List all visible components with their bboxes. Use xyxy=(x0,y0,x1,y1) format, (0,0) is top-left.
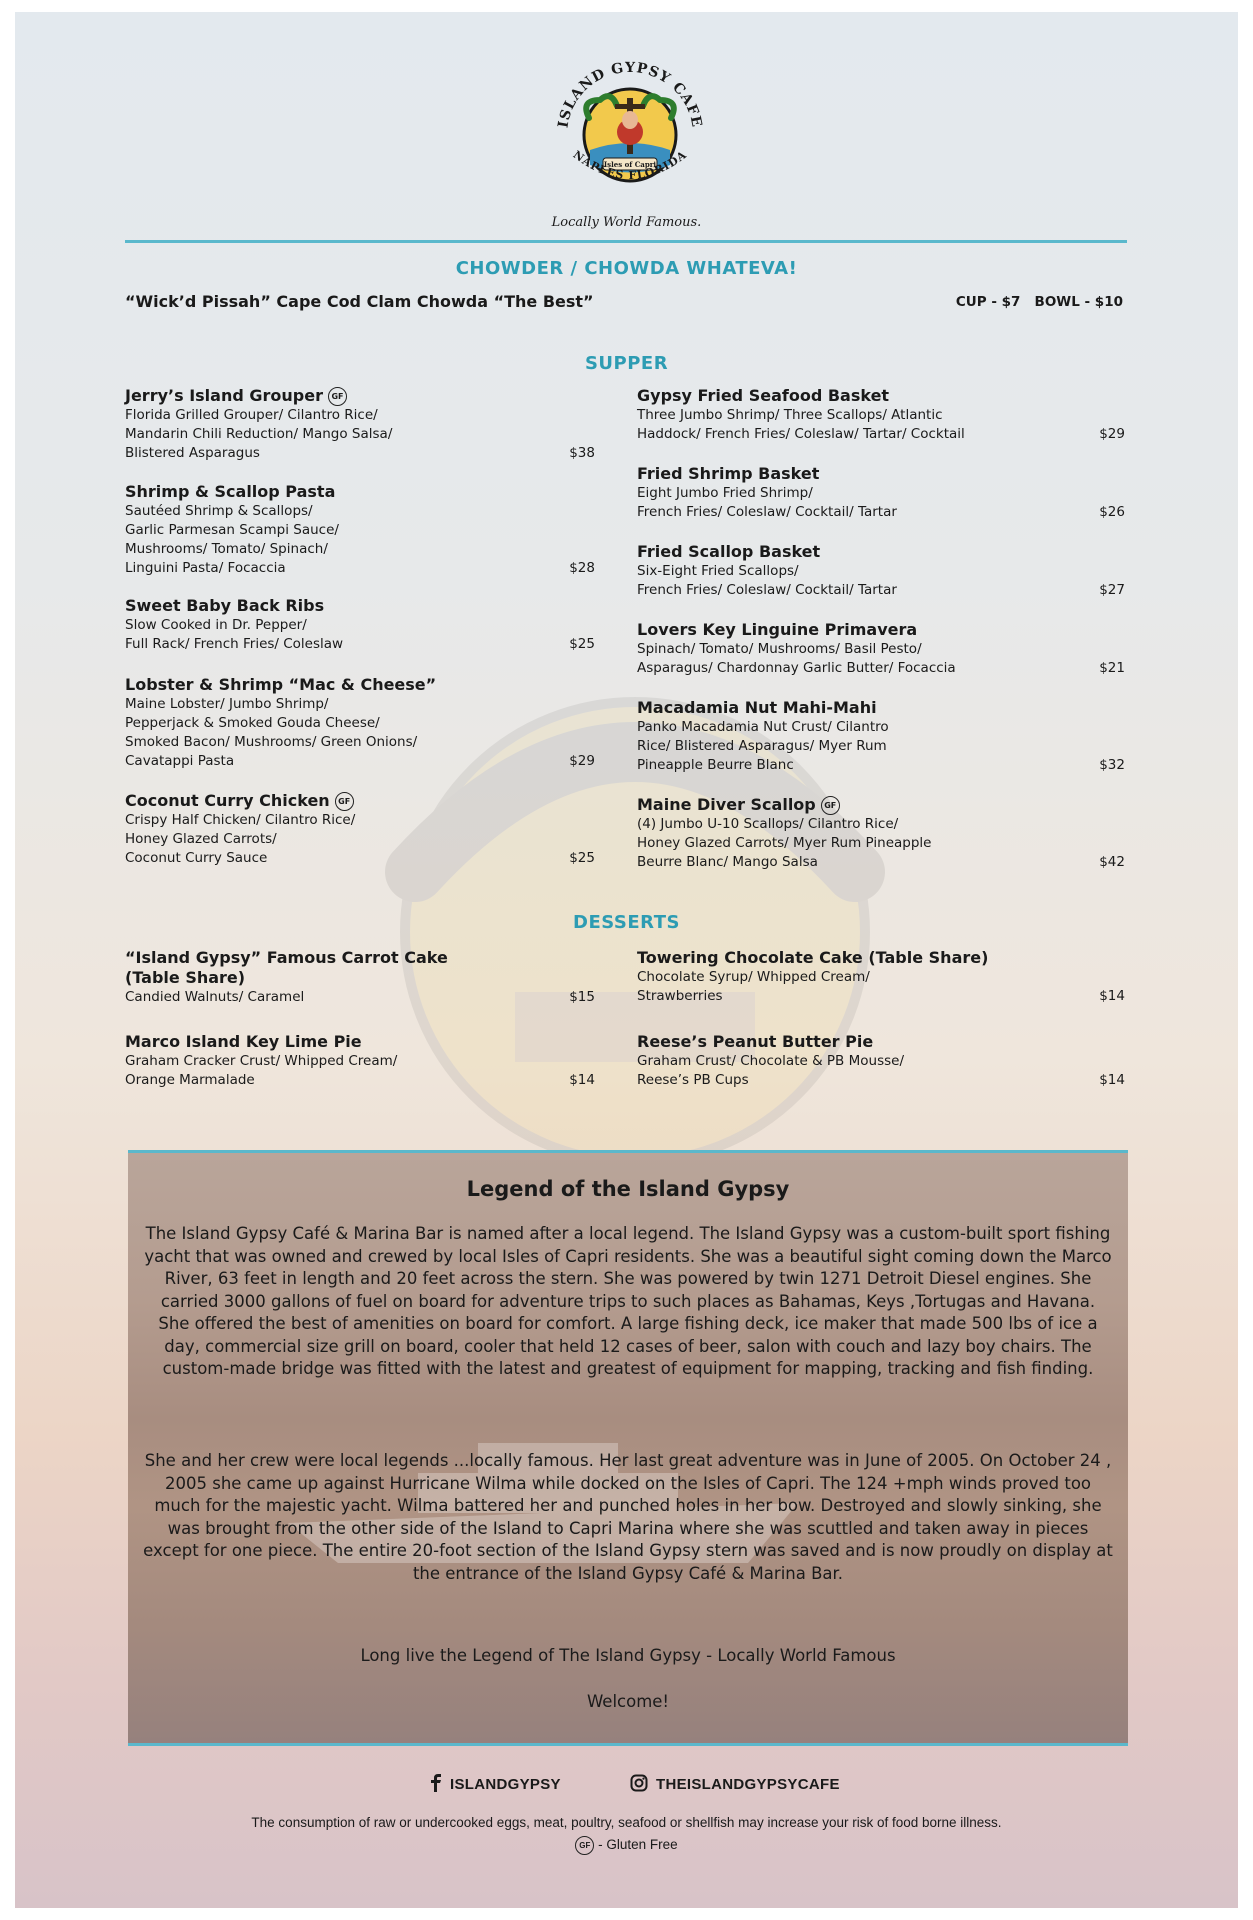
legend-paragraph-4: Welcome! xyxy=(586,1692,670,1711)
gluten-free-note xyxy=(15,1836,1238,1855)
svg-text:ISLAND GYPSY CAFE: ISLAND GYPSY CAFE xyxy=(555,59,705,130)
chowder-section-title: CHOWDER / CHOWDA WHATEVA! xyxy=(455,258,798,279)
legend-paragraph-3: Long live the Legend of The Island Gypsy - Locally World Famous xyxy=(360,1646,896,1665)
item-name: Lobster & Shrimp “Mac & Cheese” xyxy=(125,675,437,694)
item-price: $29 xyxy=(1099,426,1125,442)
desserts-section-title: DESSERTS xyxy=(573,912,680,933)
menu-item xyxy=(637,795,1125,872)
menu-item xyxy=(125,596,595,654)
menu-item xyxy=(637,542,1125,600)
item-desc: Panko Macadamia Nut Crust/ Cilantro xyxy=(637,719,889,735)
item-name: Fried Scallop Basket xyxy=(637,542,821,561)
item-name: Shrimp & Scallop Pasta xyxy=(125,482,336,501)
item-desc: Candied Walnuts/ Caramel xyxy=(125,989,305,1005)
menu-item xyxy=(125,1032,595,1090)
legend-paragraph-1: The Island Gypsy Café & Marina Bar is named after a local legend. The Island Gypsy was a custom-built sport fishing yacht that was owned and crewed by local Isles of Capri residents. She was a beautiful sight coming down the Marco River, 63 feet in length and 20 feet across the stern. She was powered by twin 1271 Detroit Diesel engines. She carried 3000 gallons of fuel on board for adventure trips to such places as Bahamas, Keys ,Tortugas and Havana. She offered the best of amenities on board for comfort. A large fishing deck, ice maker that made 500 lbs of ice a day, commercial size grill on board, cooler that held 12 cases of beer, salon with couch and lazy boy chairs. The custom-made bridge was fitted with the latest and greatest of equipment for mapping, tracking and fish finding. xyxy=(144,1224,1112,1378)
item-name: Sweet Baby Back Ribs xyxy=(125,596,325,615)
gluten-free-icon: GF xyxy=(335,792,354,811)
facebook-handle: ISLANDGYPSY xyxy=(450,1776,561,1793)
facebook-icon xyxy=(430,1774,442,1792)
island-gypsy-logo xyxy=(545,40,715,215)
item-desc: (4) Jumbo U-10 Scallops/ Cilantro Rice/ xyxy=(637,816,899,832)
menu-item xyxy=(125,675,595,771)
item-desc: Mushrooms/ Tomato/ Spinach/ xyxy=(125,541,328,557)
instagram-handle: THEISLANDGYPSYCAFE xyxy=(656,1776,840,1793)
item-name: Macadamia Nut Mahi-Mahi xyxy=(637,698,877,717)
item-desc: Crispy Half Chicken/ Cilantro Rice/ xyxy=(125,812,356,828)
supper-section-title: SUPPER xyxy=(584,353,669,374)
item-desc: Smoked Bacon/ Mushrooms/ Green Onions/ xyxy=(125,734,418,750)
item-desc: Three Jumbo Shrimp/ Three Scallops/ Atlantic xyxy=(637,407,943,423)
item-desc: Mandarin Chili Reduction/ Mango Salsa/ xyxy=(125,426,393,442)
chowder-item xyxy=(125,292,1123,311)
gluten-free-icon: GF xyxy=(328,387,347,406)
item-name: Towering Chocolate Cake (Table Share) xyxy=(637,948,989,967)
menu-item xyxy=(125,948,595,1007)
item-desc: Spinach/ Tomato/ Mushrooms/ Basil Pesto/ xyxy=(637,641,922,657)
item-name: Jerry’s Island Grouper xyxy=(125,386,323,405)
item-name: Fried Shrimp Basket xyxy=(637,464,820,483)
tagline: Locally World Famous. xyxy=(551,215,702,230)
item-price: $25 xyxy=(569,850,595,866)
gluten-free-icon: GF xyxy=(575,1836,594,1855)
item-desc: Rice/ Blistered Asparagus/ Myer Rum xyxy=(637,738,887,754)
item-desc: French Fries/ Coleslaw/ Cocktail/ Tartar xyxy=(637,504,897,520)
menu-item xyxy=(637,620,1125,678)
gluten-free-label: - Gluten Free xyxy=(594,1837,678,1852)
item-desc: Honey Glazed Carrots/ Myer Rum Pineapple xyxy=(637,835,932,851)
item-price: $14 xyxy=(569,1072,595,1088)
item-price: $29 xyxy=(569,753,595,769)
item-desc: Asparagus/ Chardonnay Garlic Butter/ Focaccia xyxy=(637,660,956,676)
item-name: Gypsy Fried Seafood Basket xyxy=(637,386,890,405)
item-desc: Eight Jumbo Fried Shrimp/ xyxy=(637,485,813,501)
item-price: $32 xyxy=(1099,757,1125,773)
menu-item xyxy=(637,1032,1125,1090)
legend-paragraph-2: She and her crew were local legends ...locally famous. Her last great adventure was in June of 2005. On October 24 , 2005 she came up against Hurricane Wilma while docked on the Isles of Capri. The 124 +mph winds proved too much for the majestic yacht. Wilma battered her and punched holes in her bow. Destroyed and slowly sinking, she was brought from the other side of the Island to Capri Marina where she was scuttled and taken away in pieces except for one piece. The entire 20-foot section of the Island Gypsy stern was saved and is now proudly on display at the entrance of the Island Gypsy Café & Marina Bar. xyxy=(143,1451,1113,1583)
item-desc: Sautéed Shrimp & Scallops/ xyxy=(125,503,313,519)
instagram-icon xyxy=(630,1774,648,1792)
item-price: $14 xyxy=(1099,988,1125,1004)
facebook-link[interactable] xyxy=(430,1774,561,1793)
item-desc: Garlic Parmesan Scampi Sauce/ xyxy=(125,522,339,538)
item-price: $25 xyxy=(569,636,595,652)
gluten-free-icon: GF xyxy=(821,796,840,815)
item-desc: Reese’s PB Cups xyxy=(637,1072,749,1088)
item-desc: Strawberries xyxy=(637,988,723,1004)
item-name-line2: (Table Share) xyxy=(125,968,246,987)
item-desc: Florida Grilled Grouper/ Cilantro Rice/ xyxy=(125,407,378,423)
item-price: $38 xyxy=(569,445,595,461)
item-desc: Linguini Pasta/ Focaccia xyxy=(125,560,286,576)
item-desc: Graham Crust/ Chocolate & PB Mousse/ xyxy=(637,1053,904,1069)
item-price: $42 xyxy=(1099,854,1125,870)
chowder-item-name: “Wick’d Pissah” Cape Cod Clam Chowda “The Best” xyxy=(125,292,594,311)
item-desc: Chocolate Syrup/ Whipped Cream/ xyxy=(637,969,870,985)
legend-title: Legend of the Island Gypsy xyxy=(466,1177,790,1201)
item-desc: Slow Cooked in Dr. Pepper/ xyxy=(125,617,307,633)
instagram-link[interactable] xyxy=(630,1774,840,1793)
item-price: $15 xyxy=(569,989,595,1005)
item-desc: Pineapple Beurre Blanc xyxy=(637,757,794,773)
item-name: Lovers Key Linguine Primavera xyxy=(637,620,918,639)
menu-item xyxy=(637,948,1125,1006)
item-name: Reese’s Peanut Butter Pie xyxy=(637,1032,874,1051)
top-divider xyxy=(125,240,1127,243)
item-desc: Full Rack/ French Fries/ Coleslaw xyxy=(125,636,344,652)
item-desc: Beurre Blanc/ Mango Salsa xyxy=(637,854,818,870)
item-name: Coconut Curry Chicken xyxy=(125,791,330,810)
menu-item xyxy=(637,698,1125,775)
menu-page xyxy=(15,12,1238,1908)
item-price: $21 xyxy=(1099,660,1125,676)
legend-panel xyxy=(128,1150,1128,1746)
menu-item xyxy=(125,482,595,578)
item-desc: Coconut Curry Sauce xyxy=(125,850,268,866)
item-desc: Cavatappi Pasta xyxy=(125,753,235,769)
item-desc: Honey Glazed Carrots/ xyxy=(125,831,277,847)
item-price: $14 xyxy=(1099,1072,1125,1088)
item-desc: Haddock/ French Fries/ Coleslaw/ Tartar/ Cocktail xyxy=(637,426,965,442)
item-name: Marco Island Key Lime Pie xyxy=(125,1032,362,1051)
food-safety-disclaimer: The consumption of raw or undercooked eggs, meat, poultry, seafood or shellfish may increase your risk of food borne illness. xyxy=(251,1815,1002,1830)
chowder-item-price: CUP - $7 BOWL - $10 xyxy=(955,294,1123,310)
item-desc: French Fries/ Coleslaw/ Cocktail/ Tartar xyxy=(637,582,897,598)
item-desc: Maine Lobster/ Jumbo Shrimp/ xyxy=(125,696,329,712)
svg-text:NAPLES FLORIDA: NAPLES FLORIDA xyxy=(570,148,690,183)
item-price: $27 xyxy=(1099,582,1125,598)
item-desc: Pepperjack & Smoked Gouda Cheese/ xyxy=(125,715,380,731)
menu-item xyxy=(637,386,1125,444)
item-desc: Blistered Asparagus xyxy=(125,445,260,461)
menu-item xyxy=(125,386,595,463)
menu-item xyxy=(637,464,1125,522)
item-desc: Six-Eight Fried Scallops/ xyxy=(637,563,799,579)
svg-text:Isles of Capri: Isles of Capri xyxy=(603,160,657,169)
item-name: “Island Gypsy” Famous Carrot Cake xyxy=(125,948,448,967)
item-price: $26 xyxy=(1099,504,1125,520)
item-desc: Graham Cracker Crust/ Whipped Cream/ xyxy=(125,1053,398,1069)
item-desc: Orange Marmalade xyxy=(125,1072,255,1088)
item-name: Maine Diver Scallop xyxy=(637,795,816,814)
menu-item xyxy=(125,791,595,868)
item-price: $28 xyxy=(569,560,595,576)
